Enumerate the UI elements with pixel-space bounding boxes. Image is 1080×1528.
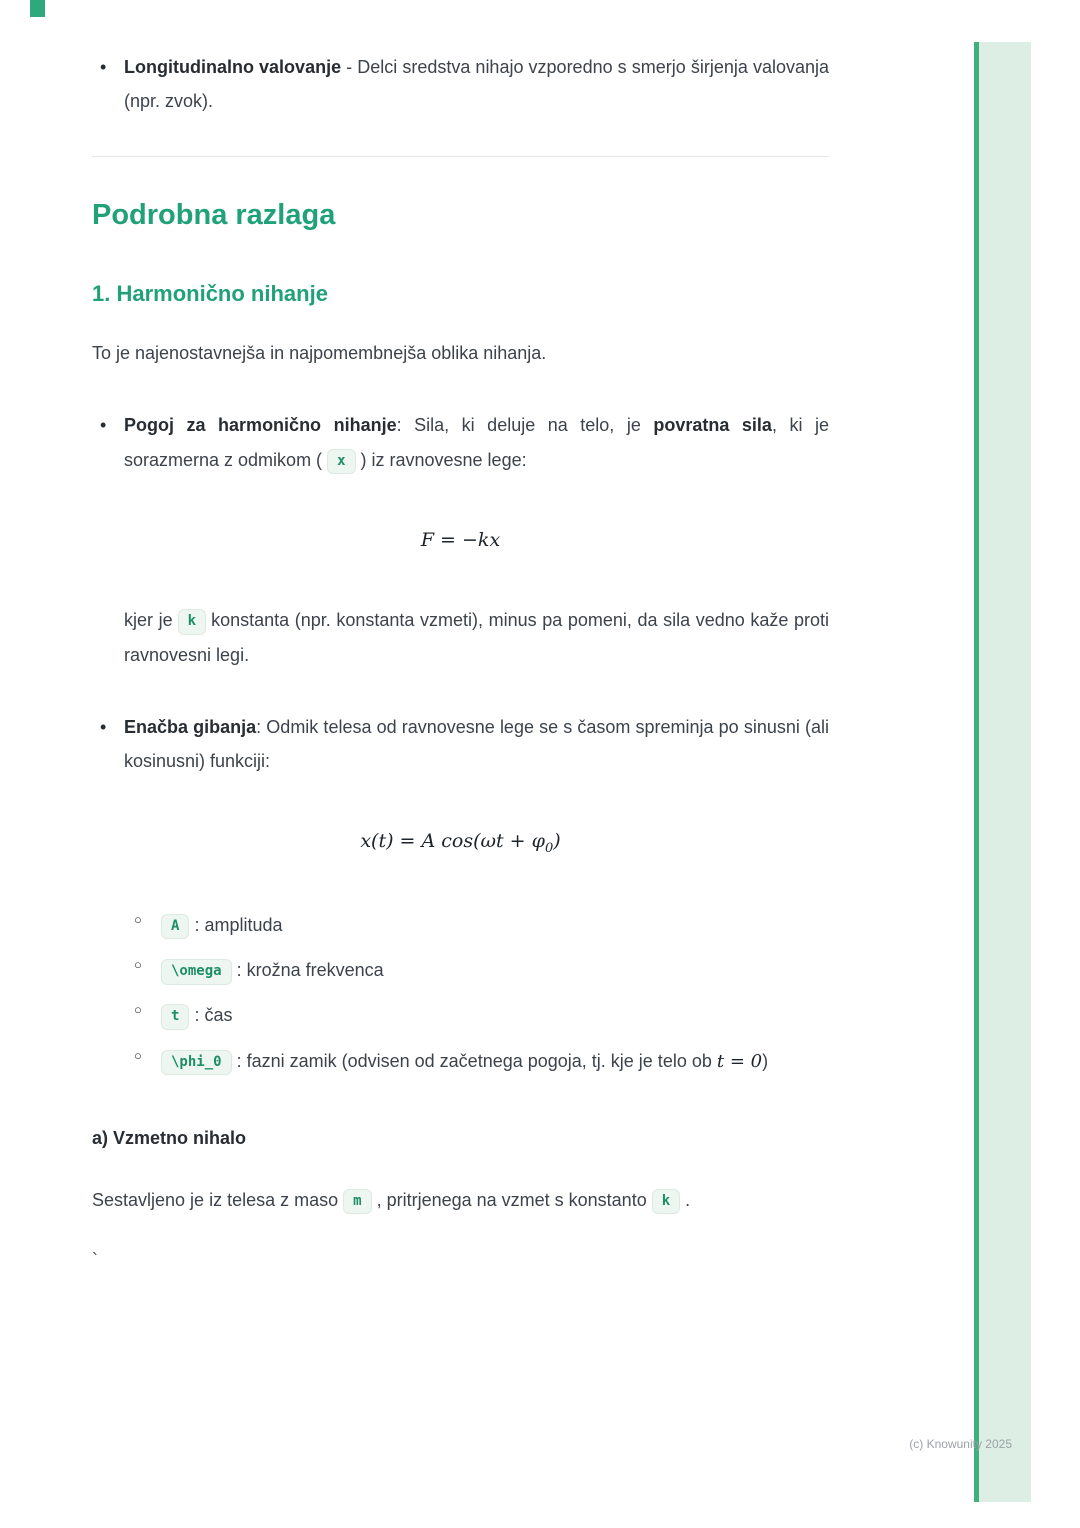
term-longitudinalno-valovanje: Longitudinalno valovanje [124,57,342,77]
symbol-item-time [134,998,829,1032]
section-title: Podrobna razlaga [92,199,336,232]
document-content [92,42,829,1277]
inline-code-m: m [343,1189,371,1214]
intro-paragraph: To je najenostavnejša in najpomembnejša oblika nihanja. [92,343,547,364]
bullet-longitudinal-rest: - Delci sredstva nihajo vzporedno s smerjo širjenja valovanja (npr. zvok). [124,57,829,112]
symbol-phase-desc: : fazni zamik (odvisen od začetnega pogoja, tj. kje je telo ob [236,1050,717,1071]
inline-code-t: t [161,1004,189,1029]
equation-text: : Odmik telesa od ravnovesne lege se s časom spreminja po sinusni (ali kosinusni) funkciji: [124,716,829,771]
subsection-title: 1. Harmonično nihanje [92,280,328,306]
condition-text-1: : Sila, ki deluje na telo, je [396,415,654,436]
inline-code-A: A [161,914,189,939]
formula-motion-subscript: 0 [544,840,554,856]
condition-text-3: ) iz ravnovesne lege: [360,449,527,470]
paragraph-spring-pendulum [92,1183,829,1217]
spring-text-1: Sestavljeno je iz telesa z maso [92,1190,339,1211]
paragraph-kjer-je [124,603,829,671]
formula-motion-main: x(t) = A cos(ωt + φ [360,830,545,853]
symbol-phase-text [156,1044,829,1079]
spring-text-3: . [685,1190,691,1211]
term-enacba-gibanja: Enačba gibanja [124,716,257,737]
corner-accent-mark [30,0,45,17]
inline-code-x: x [327,449,355,474]
symbol-time-text [156,998,829,1032]
symbol-phase-math: t = 0 [716,1050,763,1072]
kjer-text-2: konstanta (npr. konstanta vzmeti), minus pa pomeni, da sila vedno kaže proti ravnovesni legi. [124,610,830,665]
section-divider [92,156,829,157]
footer-copyright: (c) Knowunity 2025 [909,1437,1012,1451]
term-pogoj: Pogoj za harmonično nihanje [124,415,397,436]
inline-code-omega: \omega [161,959,232,984]
bullet-harmonic-condition [92,408,829,476]
bullet-icon: • [100,716,107,737]
symbol-time-desc: : čas [194,1005,233,1026]
symbol-omega-desc: : krožna frekvenca [236,960,384,981]
term-povratna-sila: povratna sila [653,415,772,436]
symbol-item-amplitude [134,908,829,942]
formula-motion [92,828,829,858]
inline-code-k-2: k [652,1189,680,1214]
symbol-omega-text [156,953,829,987]
bullet-equation-of-motion [92,710,829,778]
symbol-list [92,908,829,1079]
bullet-icon: • [100,57,107,77]
bullet-longitudinal-wave [92,50,829,118]
inline-code-phi0: \phi_0 [161,1050,232,1075]
symbol-phase-desc-close: ) [762,1050,769,1071]
formula-restoring-force: F = −kx [420,528,501,551]
spring-text-2: , pritrjenega na vzmet s konstanto [376,1190,647,1211]
stray-backtick: ` [92,1250,98,1271]
kjer-text-1: kjer je [124,610,173,631]
formula-motion-close: ) [553,830,561,853]
sub-bullet-icon: ○ [134,1002,142,1018]
bullet-harmonic-condition-text [124,408,829,476]
inline-code-k: k [178,609,206,634]
spring-pendulum-heading: a) Vzmetno nihalo [92,1127,247,1148]
sub-bullet-icon: ○ [134,957,142,973]
right-accent-band [979,42,1031,1502]
sub-bullet-icon: ○ [134,912,142,928]
bullet-longitudinal-wave-text [124,50,829,118]
symbol-amplitude-text [156,908,829,942]
condition-text-2: , ki je sorazmerna z odmikom ( [124,415,830,470]
symbol-amplitude-desc: : amplituda [194,915,283,936]
sub-bullet-icon: ○ [134,1047,142,1063]
bullet-equation-of-motion-text [124,710,829,778]
symbol-item-omega [134,953,829,987]
symbol-item-phase [134,1044,829,1079]
bullet-icon: • [100,415,107,436]
